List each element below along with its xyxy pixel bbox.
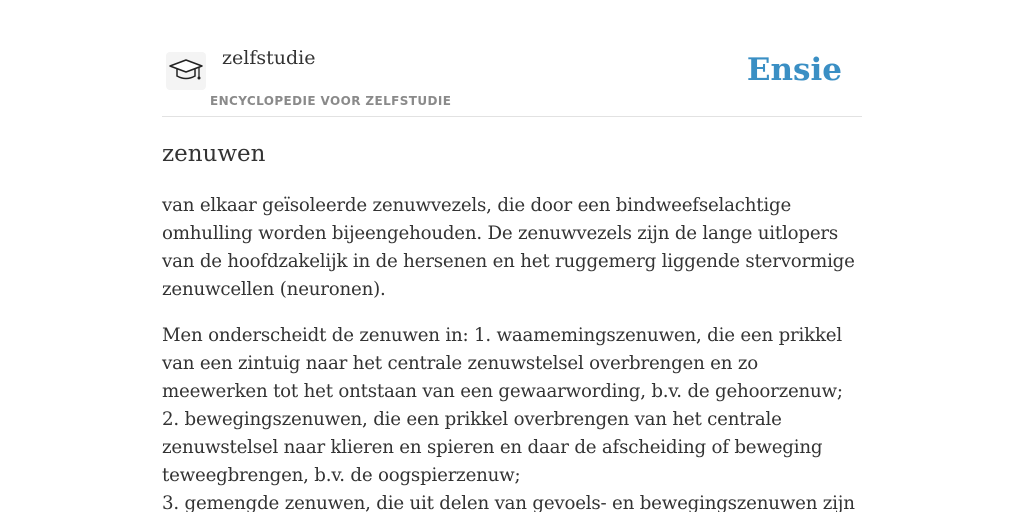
article-title: zenuwen — [162, 141, 266, 167]
site-header — [162, 0, 862, 117]
site-name[interactable]: zelfstudie — [222, 47, 316, 69]
article-paragraph: van elkaar geïsoleerde zenuwvezels, die door een bindweefselachtige omhulling worden bijeengehouden. De zenuwvezels zijn de lange uitlopers van de hoofdzakelijk in de hersenen en het ruggemerg liggende stervormige zenuwcellen (neuronen). — [162, 195, 855, 300]
brand-logo[interactable]: Ensie — [746, 52, 842, 88]
graduation-cap-icon[interactable] — [166, 52, 206, 90]
paragraph-line: 3. gemengde zenuwen, die uit delen van gevoels- en bewegingszenuwen zijn — [162, 493, 855, 512]
paragraph-line: 2. bewegingszenuwen, die een prikkel overbrengen van het centrale zenuwstelsel naar klieren en spieren en daar de afscheiding of beweging teweegbrengen, b.v. de oogspierzenuw; — [162, 409, 823, 486]
site-tagline: ENCYCLOPEDIE VOOR ZELFSTUDIE — [210, 94, 452, 108]
article — [162, 138, 862, 512]
article-paragraph — [162, 322, 862, 512]
paragraph-line: Men onderscheidt de zenuwen in: 1. waamemingszenuwen, die een prikkel van een zintuig naar het centrale zenuwstelsel overbrengen en zo meewerken tot het ontstaan van een gewaarwording, b.v. de gehoorzenuw; — [162, 325, 843, 402]
